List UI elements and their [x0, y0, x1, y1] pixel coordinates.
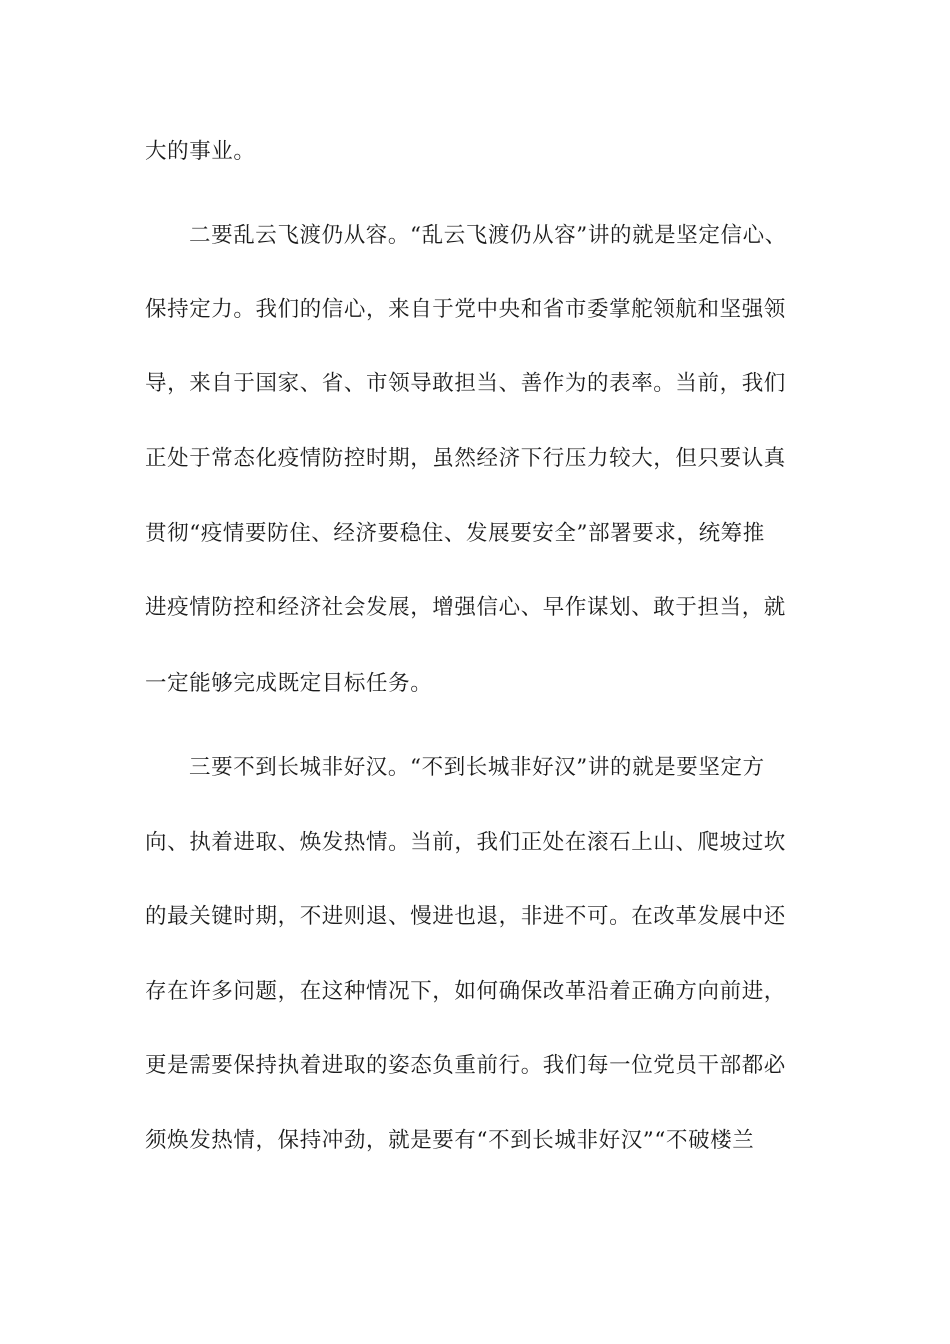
text-line: 导，来自于国家、省、市领导敢担当、善作为的表率。当前，我们	[145, 371, 786, 396]
text-line: 保持定力。我们的信心，来自于党中央和省市委掌舵领航和坚强领	[145, 297, 786, 322]
text-line: 的最关键时期，不进则退、慢进也退，非进不可。在改革发展中还	[145, 904, 786, 929]
text-line: 存在许多问题，在这种情况下，如何确保改革沿着正确方向前进，	[145, 979, 786, 1004]
text-line: 进疫情防控和经济社会发展，增强信心、早作谋划、敢于担当，就	[145, 595, 786, 620]
text-line: 大的事业。	[145, 139, 256, 164]
text-line: 更是需要保持执着进取的姿态负重前行。我们每一位党员干部都必	[145, 1053, 786, 1078]
text-line: 须焕发热情，保持冲劲，就是要有“不到长城非好汉”“不破楼兰	[145, 1128, 755, 1153]
text-line: 向、执着进取、焕发热情。当前，我们正处在滚石上山、爬坡过坎	[145, 830, 786, 855]
paragraph-first-line: 三要不到长城非好汉。“不到长城非好汉”讲的就是要坚定方	[189, 755, 765, 780]
text-line: 一定能够完成既定目标任务。	[145, 671, 433, 696]
text-line: 正处于常态化疫情防控时期，虽然经济下行压力较大，但只要认真	[145, 446, 786, 471]
text-line: 贯彻“疫情要防住、经济要稳住、发展要安全”部署要求，统筹推	[145, 521, 765, 546]
paragraph-first-line: 二要乱云飞渡仍从容。“乱云飞渡仍从容”讲的就是坚定信心、	[189, 223, 787, 248]
